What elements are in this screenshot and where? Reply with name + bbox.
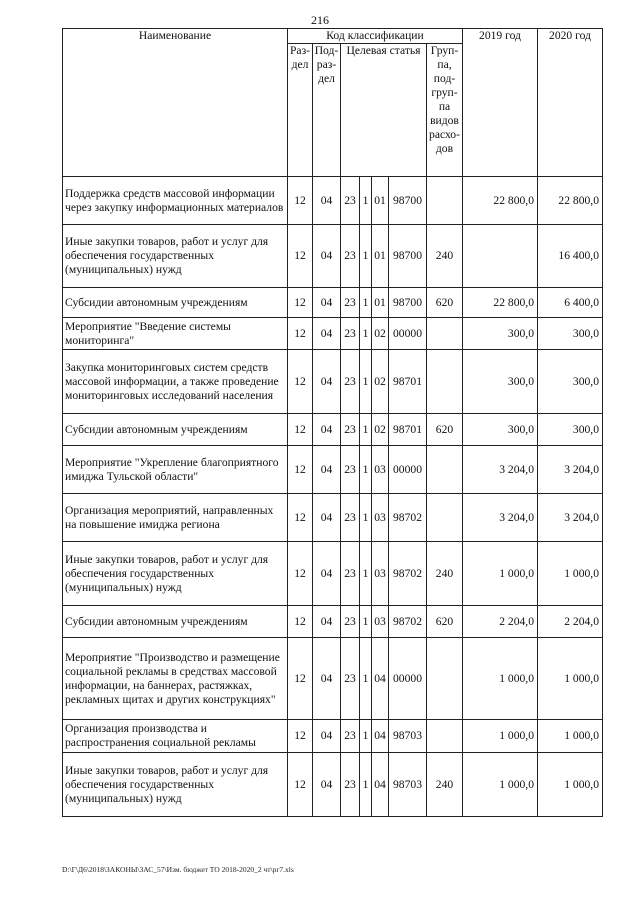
row-target-event: 02 xyxy=(372,414,389,446)
row-section: 12 xyxy=(288,318,313,350)
row-section: 12 xyxy=(288,177,313,225)
row-section: 12 xyxy=(288,494,313,542)
row-subsection: 04 xyxy=(313,318,341,350)
row-target-direction: 98700 xyxy=(389,177,427,225)
table-row xyxy=(63,225,603,288)
row-amount-2019: 300,0 xyxy=(463,318,538,350)
row-subsection: 04 xyxy=(313,288,341,318)
row-target-subprogram: 1 xyxy=(360,542,372,606)
row-expense-type xyxy=(427,446,463,494)
row-name: Организация производства и распространения социальной рекламы xyxy=(63,720,288,753)
table-row xyxy=(63,638,603,720)
row-target-subprogram: 1 xyxy=(360,606,372,638)
table-row xyxy=(63,446,603,494)
row-amount-2019: 3 204,0 xyxy=(463,494,538,542)
row-target-direction: 98703 xyxy=(389,753,427,817)
table-row xyxy=(63,350,603,414)
row-target-program: 23 xyxy=(341,350,360,414)
row-amount-2019: 2 204,0 xyxy=(463,606,538,638)
row-amount-2020: 1 000,0 xyxy=(538,542,603,606)
row-subsection: 04 xyxy=(313,542,341,606)
row-name: Поддержка средств массовой информации через закупку информационных материалов xyxy=(63,177,288,225)
row-expense-type: 240 xyxy=(427,753,463,817)
row-subsection: 04 xyxy=(313,225,341,288)
row-expense-type xyxy=(427,350,463,414)
row-subsection: 04 xyxy=(313,446,341,494)
row-amount-2019: 1 000,0 xyxy=(463,638,538,720)
table-row xyxy=(63,606,603,638)
row-section: 12 xyxy=(288,753,313,817)
table-row xyxy=(63,318,603,350)
budget-table xyxy=(62,28,603,817)
header-subsection: Под-раз-дел xyxy=(313,44,341,177)
row-expense-type xyxy=(427,494,463,542)
row-expense-type: 620 xyxy=(427,288,463,318)
row-expense-type: 620 xyxy=(427,606,463,638)
row-name: Субсидии автономным учреждениям xyxy=(63,414,288,446)
table-row xyxy=(63,494,603,542)
header-year-2020: 2020 год xyxy=(538,29,603,177)
table-row xyxy=(63,720,603,753)
row-name: Субсидии автономным учреждениям xyxy=(63,606,288,638)
table-row xyxy=(63,753,603,817)
row-subsection: 04 xyxy=(313,350,341,414)
row-target-program: 23 xyxy=(341,446,360,494)
row-name: Организация мероприятий, направленных на повышение имиджа региона xyxy=(63,494,288,542)
row-section: 12 xyxy=(288,542,313,606)
row-amount-2020: 3 204,0 xyxy=(538,494,603,542)
row-amount-2019: 1 000,0 xyxy=(463,753,538,817)
row-target-subprogram: 1 xyxy=(360,225,372,288)
row-name: Иные закупки товаров, работ и услуг для обеспечения государственных (муниципальных) нужд xyxy=(63,753,288,817)
row-amount-2020: 16 400,0 xyxy=(538,225,603,288)
row-target-event: 02 xyxy=(372,350,389,414)
table-row xyxy=(63,177,603,225)
row-target-direction: 98702 xyxy=(389,494,427,542)
row-name: Иные закупки товаров, работ и услуг для обеспечения государственных (муниципальных) нужд xyxy=(63,225,288,288)
row-amount-2019: 22 800,0 xyxy=(463,177,538,225)
row-amount-2020: 22 800,0 xyxy=(538,177,603,225)
row-target-subprogram: 1 xyxy=(360,638,372,720)
row-amount-2020: 1 000,0 xyxy=(538,753,603,817)
row-target-event: 03 xyxy=(372,494,389,542)
row-name: Субсидии автономным учреждениям xyxy=(63,288,288,318)
row-target-program: 23 xyxy=(341,225,360,288)
row-target-direction: 00000 xyxy=(389,638,427,720)
row-amount-2019 xyxy=(463,225,538,288)
row-target-direction: 98703 xyxy=(389,720,427,753)
row-amount-2020: 1 000,0 xyxy=(538,720,603,753)
row-name: Мероприятие "Введение системы мониторинга" xyxy=(63,318,288,350)
row-target-program: 23 xyxy=(341,606,360,638)
row-target-direction: 98701 xyxy=(389,350,427,414)
row-amount-2020: 300,0 xyxy=(538,414,603,446)
row-target-program: 23 xyxy=(341,542,360,606)
row-subsection: 04 xyxy=(313,414,341,446)
row-target-subprogram: 1 xyxy=(360,288,372,318)
row-target-direction: 98700 xyxy=(389,225,427,288)
row-target-event: 01 xyxy=(372,177,389,225)
row-target-subprogram: 1 xyxy=(360,753,372,817)
row-section: 12 xyxy=(288,414,313,446)
row-target-subprogram: 1 xyxy=(360,494,372,542)
header-name: Наименование xyxy=(63,29,288,177)
row-expense-type: 620 xyxy=(427,414,463,446)
row-target-subprogram: 1 xyxy=(360,177,372,225)
row-subsection: 04 xyxy=(313,720,341,753)
row-target-direction: 98701 xyxy=(389,414,427,446)
row-section: 12 xyxy=(288,288,313,318)
row-amount-2019: 1 000,0 xyxy=(463,542,538,606)
row-section: 12 xyxy=(288,720,313,753)
header-code: Код классификации xyxy=(288,29,463,44)
page-number: 216 xyxy=(311,13,329,27)
row-amount-2019: 3 204,0 xyxy=(463,446,538,494)
row-subsection: 04 xyxy=(313,177,341,225)
row-target-program: 23 xyxy=(341,288,360,318)
row-target-subprogram: 1 xyxy=(360,720,372,753)
row-amount-2020: 300,0 xyxy=(538,350,603,414)
row-amount-2019: 1 000,0 xyxy=(463,720,538,753)
row-target-subprogram: 1 xyxy=(360,414,372,446)
header-year-2019: 2019 год xyxy=(463,29,538,177)
row-amount-2020: 2 204,0 xyxy=(538,606,603,638)
row-target-event: 02 xyxy=(372,318,389,350)
file-path-footer: D:\Г\Д6\2018\ЗАКОНЫ\ЗАС_57\Изм. бюджет ТО 2018-2020_2 чт\рг7.xls xyxy=(62,865,294,874)
row-target-event: 01 xyxy=(372,288,389,318)
row-amount-2020: 1 000,0 xyxy=(538,638,603,720)
row-target-program: 23 xyxy=(341,414,360,446)
row-section: 12 xyxy=(288,446,313,494)
row-target-program: 23 xyxy=(341,318,360,350)
row-amount-2019: 300,0 xyxy=(463,414,538,446)
row-target-event: 03 xyxy=(372,446,389,494)
row-target-program: 23 xyxy=(341,720,360,753)
row-subsection: 04 xyxy=(313,606,341,638)
row-target-event: 03 xyxy=(372,542,389,606)
row-target-direction: 98702 xyxy=(389,542,427,606)
row-expense-type: 240 xyxy=(427,225,463,288)
table-row xyxy=(63,288,603,318)
row-section: 12 xyxy=(288,606,313,638)
row-target-subprogram: 1 xyxy=(360,350,372,414)
row-target-subprogram: 1 xyxy=(360,318,372,350)
row-target-direction: 98702 xyxy=(389,606,427,638)
row-expense-type: 240 xyxy=(427,542,463,606)
row-name: Закупка мониторинговых систем средств массовой информации, а также проведение мониторинговых исследований населения xyxy=(63,350,288,414)
row-target-event: 04 xyxy=(372,638,389,720)
row-expense-type xyxy=(427,177,463,225)
header-target-article: Целевая статья xyxy=(341,44,427,177)
row-target-direction: 00000 xyxy=(389,446,427,494)
row-name: Мероприятие "Производство и размещение социальной рекламы в средствах массовой информации, на баннерах, растяжках, рекламных щитах и других конструкциях" xyxy=(63,638,288,720)
row-name: Иные закупки товаров, работ и услуг для обеспечения государственных (муниципальных) нужд xyxy=(63,542,288,606)
row-target-program: 23 xyxy=(341,177,360,225)
row-target-subprogram: 1 xyxy=(360,446,372,494)
row-subsection: 04 xyxy=(313,494,341,542)
header-expense-group: Груп-па, под-груп-па видов расхо-дов xyxy=(427,44,463,177)
row-subsection: 04 xyxy=(313,753,341,817)
row-target-event: 03 xyxy=(372,606,389,638)
row-amount-2020: 6 400,0 xyxy=(538,288,603,318)
row-amount-2020: 3 204,0 xyxy=(538,446,603,494)
row-target-program: 23 xyxy=(341,638,360,720)
row-amount-2019: 22 800,0 xyxy=(463,288,538,318)
row-target-event: 04 xyxy=(372,753,389,817)
row-amount-2020: 300,0 xyxy=(538,318,603,350)
row-target-program: 23 xyxy=(341,753,360,817)
row-amount-2019: 300,0 xyxy=(463,350,538,414)
row-expense-type xyxy=(427,638,463,720)
table-row xyxy=(63,542,603,606)
row-expense-type xyxy=(427,318,463,350)
row-section: 12 xyxy=(288,225,313,288)
row-target-program: 23 xyxy=(341,494,360,542)
row-section: 12 xyxy=(288,350,313,414)
row-target-event: 01 xyxy=(372,225,389,288)
row-target-direction: 00000 xyxy=(389,318,427,350)
row-section: 12 xyxy=(288,638,313,720)
row-name: Мероприятие "Укрепление благоприятного имиджа Тульской области" xyxy=(63,446,288,494)
header-section: Раз-дел xyxy=(288,44,313,177)
row-expense-type xyxy=(427,720,463,753)
row-target-event: 04 xyxy=(372,720,389,753)
row-target-direction: 98700 xyxy=(389,288,427,318)
table-row xyxy=(63,414,603,446)
row-subsection: 04 xyxy=(313,638,341,720)
